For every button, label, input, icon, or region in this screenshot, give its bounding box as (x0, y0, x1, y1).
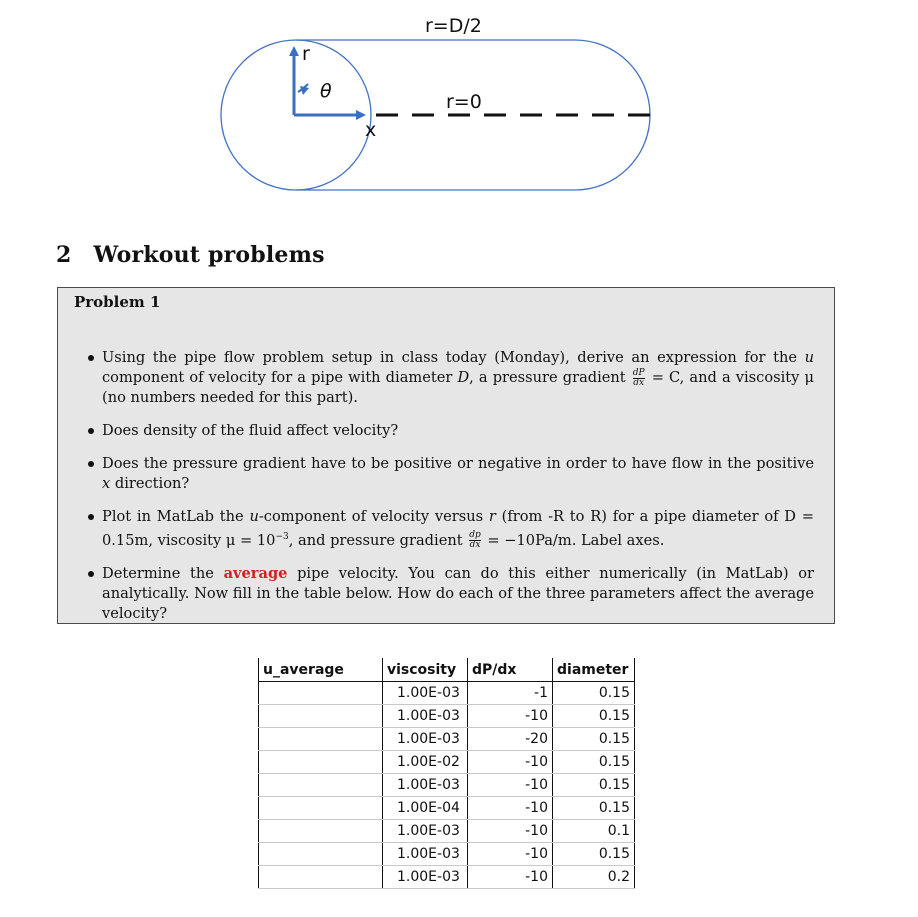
problem-bullet-list (102, 348, 814, 637)
label-theta: θ (320, 80, 332, 102)
table-row (259, 773, 635, 796)
table-row (259, 865, 635, 888)
table-header-row (259, 658, 635, 681)
diameter-cell: 0.15 (553, 727, 635, 750)
bullet-average-velocity: Determine the average pipe velocity. You can do this either numerically (in MatLab) or analytically. Now fill in the table below. How do each of the three parameters affect the average velocity? (102, 564, 814, 622)
viscosity-cell: 1.00E-03 (383, 773, 468, 796)
label-x-axis: x (365, 119, 377, 141)
u-average-cell[interactable] (259, 842, 383, 865)
table-row (259, 796, 635, 819)
viscosity-cell: 1.00E-03 (383, 819, 468, 842)
table-row (259, 704, 635, 727)
dpdx-cell: -10 (468, 704, 553, 727)
dpdx-cell: -10 (468, 842, 553, 865)
diameter-cell: 0.1 (553, 819, 635, 842)
label-r-equals-d-over-2: r=D/2 (425, 15, 482, 37)
viscosity-cell: 1.00E-03 (383, 727, 468, 750)
bullet-pressure-gradient-sign: Does the pressure gradient have to be positive or negative in order to have flow in the positive x direction? (102, 455, 814, 492)
label-r-equals-0: r=0 (446, 91, 482, 113)
table-row (259, 842, 635, 865)
u-average-cell[interactable] (259, 750, 383, 773)
header-dpdx: dP/dx (468, 658, 553, 681)
fraction-dp-dx: $\frac{dp}{dx}$ (469, 530, 481, 551)
r-axis-arrowhead (289, 46, 299, 56)
u-average-cell[interactable] (259, 796, 383, 819)
label-r-axis: r (302, 43, 310, 65)
u-average-cell[interactable] (259, 727, 383, 750)
viscosity-cell: 1.00E-03 (383, 681, 468, 704)
header-diameter: diameter (553, 658, 635, 681)
diameter-cell: 0.15 (553, 842, 635, 865)
bullet-matlab-plot: Plot in MatLab the u-component of velocity versus r (from -R to R) for a pipe diameter of D = 0.15m, viscosity $\mu = 10^{-3}$, and pressure gradient $\frac{dp}{dx}$ = −10Pa/m. Label axes. (102, 508, 814, 551)
fraction-dP-dx: $\frac{dP}{dx}$ (632, 367, 645, 388)
diameter-cell: 0.15 (553, 750, 635, 773)
viscosity-cell: 1.00E-03 (383, 704, 468, 727)
section-heading (56, 242, 325, 268)
viscosity-cell: 1.00E-02 (383, 750, 468, 773)
diameter-cell: 0.15 (553, 796, 635, 819)
diameter-cell: 0.15 (553, 704, 635, 727)
problem-title: Problem 1 (74, 293, 161, 311)
diameter-cell: 0.15 (553, 681, 635, 704)
section-number: 2 (56, 242, 72, 268)
bullet-density: Does density of the fluid affect velocity? (102, 421, 814, 441)
highlight-average: average (223, 564, 288, 582)
dpdx-cell: -10 (468, 796, 553, 819)
diameter-cell: 0.15 (553, 773, 635, 796)
table-row (259, 681, 635, 704)
bullet-derive-expression: Using the pipe flow problem setup in class today (Monday), derive an expression for the u component of velocity for a pipe with diameter D, a pressure gradient $\frac{dP}{dx}$ = C, and a viscosity μ (no numbers needed for this part). (102, 349, 814, 406)
parameter-table (258, 658, 635, 889)
table-row (259, 819, 635, 842)
dpdx-cell: -10 (468, 819, 553, 842)
dpdx-cell: -10 (468, 773, 553, 796)
dpdx-cell: -20 (468, 727, 553, 750)
u-average-cell[interactable] (259, 865, 383, 888)
problem-box (57, 287, 835, 624)
dpdx-cell: -10 (468, 865, 553, 888)
u-average-cell[interactable] (259, 819, 383, 842)
pipe-diagram (0, 0, 918, 240)
viscosity-cell: 1.00E-03 (383, 842, 468, 865)
diameter-cell: 0.2 (553, 865, 635, 888)
table-row (259, 727, 635, 750)
viscosity-cell: 1.00E-03 (383, 865, 468, 888)
viscosity-cell: 1.00E-04 (383, 796, 468, 819)
header-viscosity: viscosity (383, 658, 468, 681)
header-u-average: u_average (259, 658, 383, 681)
u-average-cell[interactable] (259, 773, 383, 796)
dpdx-cell: -1 (468, 681, 553, 704)
table-row (259, 750, 635, 773)
section-title-text: Workout problems (93, 242, 325, 268)
u-average-cell[interactable] (259, 681, 383, 704)
u-average-cell[interactable] (259, 704, 383, 727)
dpdx-cell: -10 (468, 750, 553, 773)
